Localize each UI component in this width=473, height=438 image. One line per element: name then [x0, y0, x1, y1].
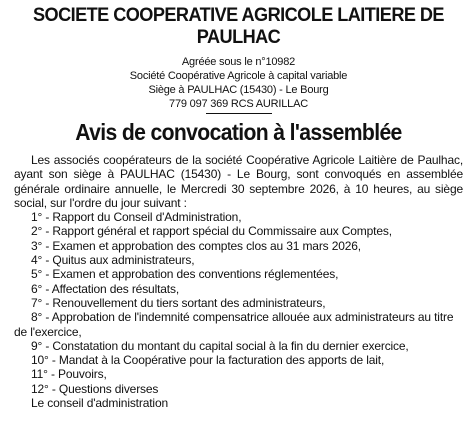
notice-title: Avis de convocation à l'assemblée	[75, 119, 402, 145]
company-name: SOCIETE COOPERATIVE AGRICOLE LAITIERE DE PAULHAC	[33, 4, 444, 48]
notice-body	[14, 153, 463, 410]
agenda-item: 8° - Approbation de l'indemnité compensatrice allouée aux administrateurs au titre de l'exercice,	[14, 310, 454, 339]
signature: Le conseil d'administration	[31, 396, 168, 411]
intro-paragraph: Les associés coopérateurs de la société Coopérative Agricole Laitière de Paulhac, ayant son siège à PAULHAC (15430) - Le Bourg, sont convoqués en assemblée générale ordinaire annuelle, le Mercredi 30 septembre 2026, à 10 heures, au siège social, sur l'ordre du jour suivant :	[14, 153, 463, 210]
agenda-item: 5° - Examen et approbation des conventions réglementées,	[31, 267, 339, 282]
agenda-item: 6° - Affectation des résultats,	[31, 281, 180, 296]
registered-office: Siège à PAULHAC (15430) - Le Bourg	[148, 84, 329, 96]
agenda-item: 4° - Quitus aux administrateurs,	[31, 253, 195, 268]
rcs-number: 779 097 369 RCS AURILLAC	[169, 98, 308, 110]
company-details	[14, 55, 463, 111]
agenda-item: 7° - Renouvellement du tiers sortant des administrateurs,	[31, 295, 326, 310]
agenda-item: 1° - Rapport du Conseil d'Administration,	[31, 210, 242, 225]
agenda-item: 11° - Pouvoirs,	[31, 367, 107, 382]
agenda-item: 3° - Examen et approbation des comptes clos au 31 mars 2026,	[31, 238, 361, 253]
agenda-item: 9° - Constatation du montant du capital social à la fin du dernier exercice,	[31, 338, 409, 353]
approval-number: Agréée sous le n°10982	[181, 56, 296, 68]
agenda-item: 10° - Mandat à la Coopérative pour la facturation des apports de lait,	[31, 353, 385, 368]
agenda-item: 12° - Questions diverses	[31, 381, 159, 396]
legal-form: Société Coopérative Agricole à capital variable	[129, 70, 348, 82]
agenda-item: 2° - Rapport général et rapport spécial du Commissaire aux Comptes,	[31, 224, 392, 239]
agenda-list	[14, 210, 463, 396]
divider	[206, 113, 272, 114]
